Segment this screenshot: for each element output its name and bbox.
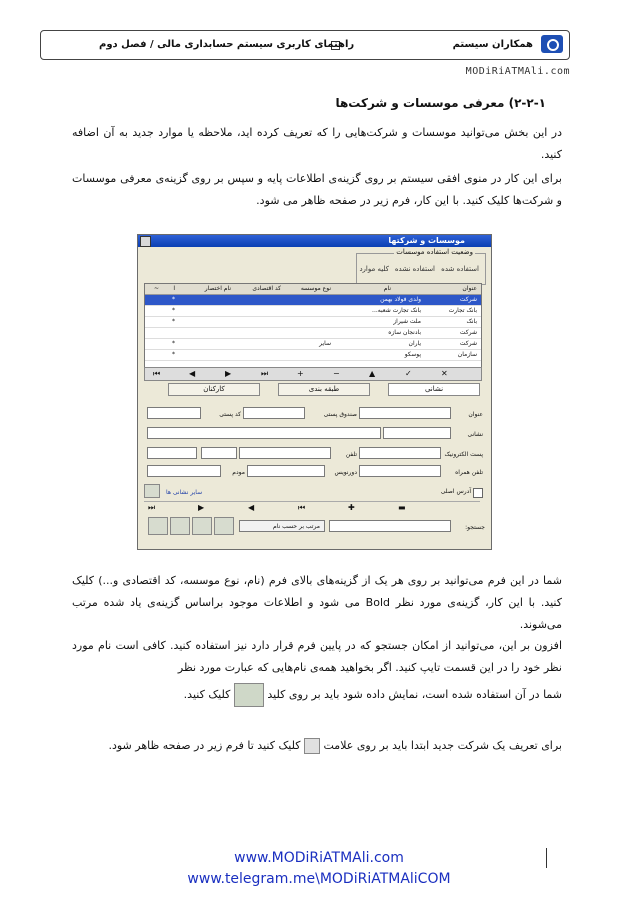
table-row[interactable]: بانک ملت شیراز * [145, 317, 481, 328]
label-title: عنوان [468, 411, 483, 418]
radio-not-used[interactable]: استفاده نشده [394, 265, 435, 273]
save-record-icon[interactable]: ✓ [405, 369, 412, 378]
radio-all[interactable]: کلیه موارد [359, 265, 389, 273]
detail-tabs [144, 383, 480, 395]
label-po-box: صندوق پستی [323, 411, 357, 418]
label-main-address: آدرس اصلی [440, 488, 471, 495]
radio-in-use[interactable]: استفاده شده [441, 265, 479, 273]
search-all-icon[interactable] [148, 517, 168, 535]
close-icon[interactable] [140, 236, 151, 247]
search-all-button-icon [234, 683, 264, 707]
section-title: ۲-۲-۱) معرفی موسسات و شرکت‌ها [335, 96, 546, 110]
prev-icon[interactable]: ◀ [248, 503, 255, 512]
label-search: جستجو: [465, 524, 485, 531]
cancel-record-icon[interactable]: ✕ [441, 369, 448, 378]
col-tilde[interactable]: ~ [153, 285, 159, 292]
col-a[interactable]: ا [173, 285, 175, 292]
email-field[interactable] [359, 447, 441, 459]
tab-classification[interactable]: طبقه بندی [278, 383, 370, 396]
next-record-icon[interactable]: ▶ [225, 369, 232, 378]
label-phone: تلفن [345, 451, 357, 458]
last-icon[interactable]: ⏭ [148, 503, 156, 512]
tab-address[interactable]: نشانی [388, 383, 480, 396]
first-record-icon[interactable]: ⏮ [153, 369, 161, 378]
title-field[interactable] [359, 407, 451, 419]
header-guide-title: راهنمای کاربری سیستم حسابداری مالی / فصل دوم [99, 39, 355, 50]
company-logo-icon [541, 35, 563, 53]
table-row[interactable]: شرکت ولدی فولاد بهمن * [145, 295, 481, 306]
next-icon[interactable]: ▶ [198, 503, 205, 512]
col-short-name[interactable]: نام اختصار [204, 285, 231, 292]
edit-record-icon[interactable]: ▲ [369, 369, 376, 378]
status-group-label: وضعیت استفاده موسسات [396, 248, 473, 256]
col-title[interactable]: عنوان [462, 285, 477, 292]
phone-field[interactable] [239, 447, 331, 459]
paragraph-2: برای این کار در منوی افقی سیستم بر روی گزینه‌ی اطلاعات پایه و سپس بر روی گزینه‌ی معرفی موسسات و شرکت‌ها کلیک کنید. با این کار، فرم زیر در صفحه ظاهر می شود. [72, 172, 562, 207]
table-row[interactable]: شرکت یاران سایر * [145, 339, 481, 350]
tab-staff[interactable]: کارکنان [168, 383, 260, 396]
home-icon[interactable] [144, 484, 160, 498]
paragraph-6-part-a: برای تعریف یک شرکت جدید ابتدا باید بر روی علامت [323, 739, 562, 752]
filter-icon[interactable] [170, 517, 190, 535]
footer-link-site[interactable]: www.MODiRiATMAli.com [234, 850, 404, 866]
grid-header [145, 284, 481, 295]
postal-code-field[interactable] [147, 407, 201, 419]
navigator-bar [144, 367, 482, 381]
label-modem: مودم [232, 469, 245, 476]
paragraph-4: افزون بر این، می‌توانید از امکان جستجو که در پایین فرم قرار دارد نیز استفاده کنید. کافی است نام مورد نظر خود را در این قسمت تایپ کنید. اگر بخواهید همه‌ی نام‌هایی که عبارت مورد نظر [72, 639, 562, 674]
paragraph-6 [72, 735, 562, 757]
search-input[interactable] [329, 520, 451, 532]
mobile-field[interactable] [359, 465, 441, 477]
page-header [40, 30, 570, 60]
print-icon[interactable] [214, 517, 234, 535]
table-row[interactable]: شرکت بادنجان سازه [145, 328, 481, 339]
modem-field[interactable] [147, 465, 221, 477]
refresh-icon[interactable] [192, 517, 212, 535]
label-email: پست الکترونیک [444, 451, 483, 458]
window-titlebar [138, 235, 491, 247]
label-address: نشانی [467, 431, 483, 438]
add-record-icon[interactable]: + [297, 369, 304, 378]
prev-record-icon[interactable]: ◀ [189, 369, 196, 378]
fax-field[interactable] [247, 465, 325, 477]
form-screenshot [137, 234, 492, 550]
site-watermark: MODiRiATMAli.com [465, 66, 570, 77]
last-record-icon[interactable]: ⏭ [261, 369, 269, 378]
add-icon[interactable]: ✚ [348, 503, 355, 512]
label-mobile: تلفن همراه [455, 469, 483, 476]
phone-field-3[interactable] [147, 447, 197, 459]
address-field-1[interactable] [383, 427, 451, 439]
header-company: همکاران سیستم [452, 39, 533, 50]
label-fax: دورنویس [334, 469, 357, 476]
other-addresses-link[interactable]: سایر نشانی ها [166, 489, 203, 496]
companies-grid [144, 283, 482, 369]
po-box-field[interactable] [243, 407, 305, 419]
plus-button-icon [304, 738, 320, 754]
window-title: موسسات و شرکتها [388, 236, 465, 245]
col-econ-code[interactable]: کد اقتصادی [252, 285, 281, 292]
footer-link-telegram[interactable]: www.telegram.me\MODiRiATMAliCOM [187, 871, 451, 887]
delete-icon[interactable]: ▬ [398, 503, 406, 512]
phone-field-2[interactable] [201, 447, 237, 459]
paragraph-3: شما در این فرم می‌توانید بر روی هر یک از گزینه‌های بالای فرم (نام، نوع موسسه، کد اقتصادی و...) کلیک کنید. با این کار، گزینه‌ی مورد نظر Bold می شود و اطلاعات موجود براساس گزینه‌ی یاد شده مرتب می‌شوند. [72, 574, 562, 631]
sort-select-label: مرتب بر حسب نام [273, 523, 320, 530]
col-name[interactable]: نام [383, 285, 391, 292]
table-row[interactable]: سازمان پوسکو * [145, 350, 481, 361]
paragraph-5-part-b: کلیک کنید. [183, 688, 231, 701]
delete-record-icon[interactable]: − [333, 369, 340, 378]
sort-select[interactable] [239, 520, 325, 532]
paragraph-5 [72, 683, 562, 707]
address-field-2[interactable] [147, 427, 381, 439]
paragraph-1: در این بخش می‌توانید موسسات و شرکت‌هایی را که تعریف کرده اید، ملاحظه یا موارد جدید به آن اضافه کنید. [72, 126, 562, 161]
paragraph-5-part-a: شما در آن استفاده شده است، نمایش داده شود باید بر روی کلید [267, 688, 562, 701]
label-postal-code: کد پستی [219, 411, 241, 418]
main-address-checkbox[interactable] [473, 488, 483, 498]
paragraph-6-part-b: کلیک کنید تا فرم زیر در صفحه ظاهر شود. [108, 739, 301, 752]
bottom-toolbar [144, 501, 480, 514]
table-row[interactable]: بانک تجارت بانک تجارت شعبه... * [145, 306, 481, 317]
first-icon[interactable]: ⏮ [298, 503, 306, 512]
col-type[interactable]: نوع موسسه [300, 285, 331, 292]
status-group [356, 248, 486, 285]
